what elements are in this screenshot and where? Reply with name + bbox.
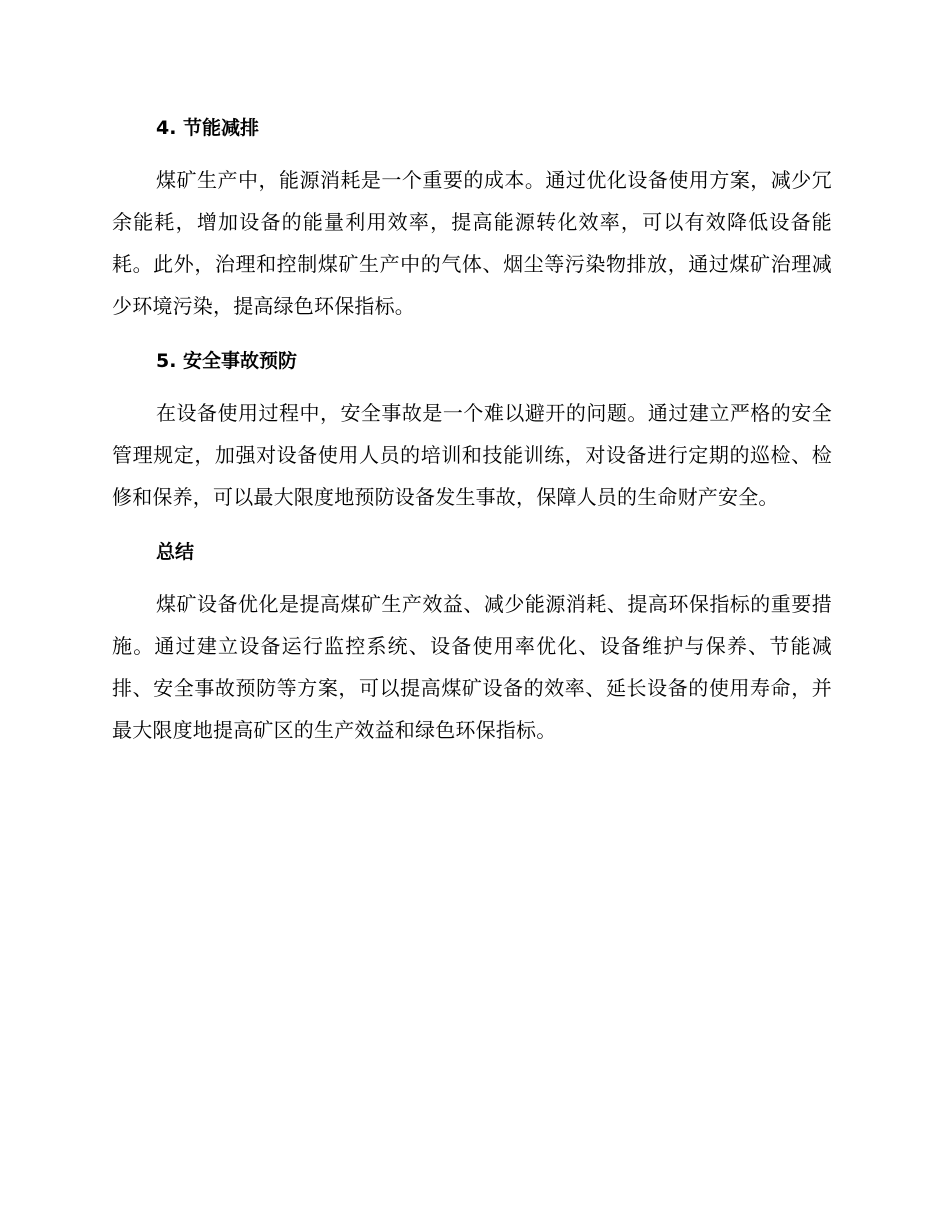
section-paragraph: 在设备使用过程中，安全事故是一个难以避开的问题。通过建立严格的安全管理规定，加强对设备使用人员的培训和技能训练，对设备进行定期的巡检、检修和保养，可以最大限度地预防设备发生事故，保障人员的生命财产安全。 [112, 401, 832, 509]
section-heading: 5. 安全事故预防 [156, 350, 298, 372]
section-heading: 4. 节能减排 [156, 117, 260, 139]
section-paragraph: 煤矿设备优化是提高煤矿生产效益、减少能源消耗、提高环保指标的重要措施。通过建立设备运行监控系统、设备使用率优化、设备维护与保养、节能减排、安全事故预防等方案，可以提高煤矿设备的效率、延长设备的使用寿命，并最大限度地提高矿区的生产效益和绿色环保指标。 [112, 592, 832, 742]
section-paragraph: 煤矿生产中，能源消耗是一个重要的成本。通过优化设备使用方案，减少冗余能耗，增加设备的能量利用效率，提高能源转化效率，可以有效降低设备能耗。此外，治理和控制煤矿生产中的气体、烟尘等污染物排放，通过煤矿治理减少环境污染，提高绿色环保指标。 [112, 168, 832, 318]
document-page [112, 108, 832, 751]
section-heading: 总结 [156, 541, 195, 563]
section-safety-prevention [112, 341, 832, 518]
section-energy-saving [112, 108, 832, 327]
section-summary [112, 532, 832, 751]
